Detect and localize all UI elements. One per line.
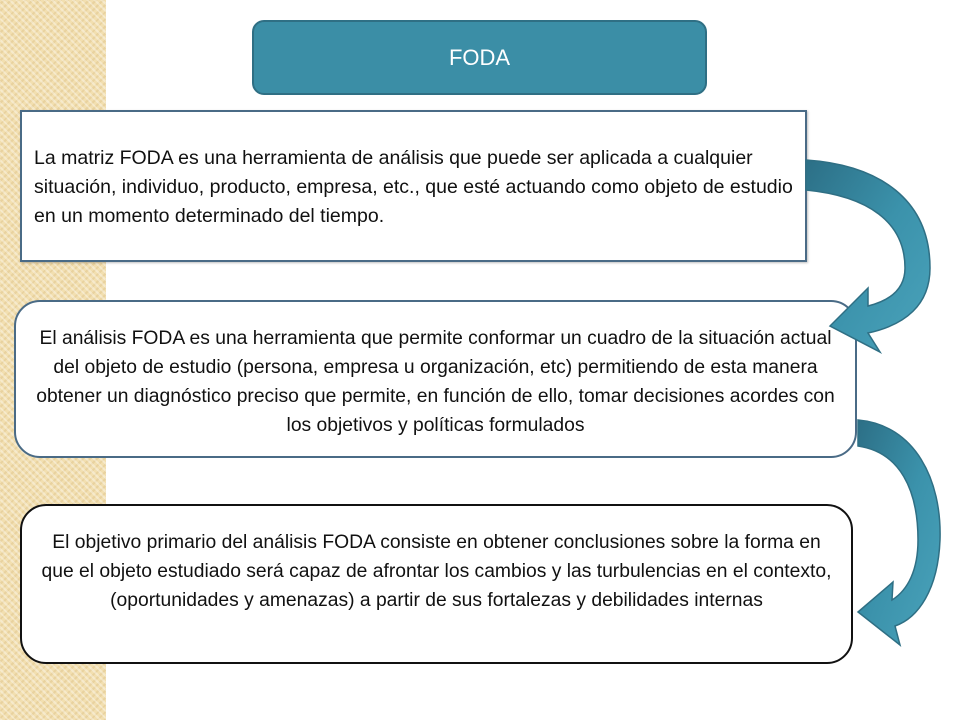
curved-arrow-2 xyxy=(858,420,940,645)
curved-arrow-1 xyxy=(806,160,930,352)
title-text: FODA xyxy=(448,44,511,70)
definition-text: La matriz FODA es una herramienta de análisis que puede ser aplicada a cualquier situación, individuo, producto, empresa, etc., que esté actuando como objeto de estudio en un momento determinado del tiempo. xyxy=(34,147,793,227)
objective-text: El objetivo primario del análisis FODA consiste en obtener conclusiones sobre la forma en que el objeto estudiado será capaz de afrontar los cambios y las turbulencias en el contexto, (oportunidades y amenazas) a partir de sus fortalezas y debilidades internas xyxy=(41,532,832,611)
analysis-text: El análisis FODA es una herramienta que permite conformar un cuadro de la situación actual del objeto de estudio (persona, empresa u organización, etc) permitiendo de esta manera obtener un diagnóstico preciso que permite, en función de ello, tomar decisiones acordes con los objetivos y políticas formulados xyxy=(36,328,835,436)
